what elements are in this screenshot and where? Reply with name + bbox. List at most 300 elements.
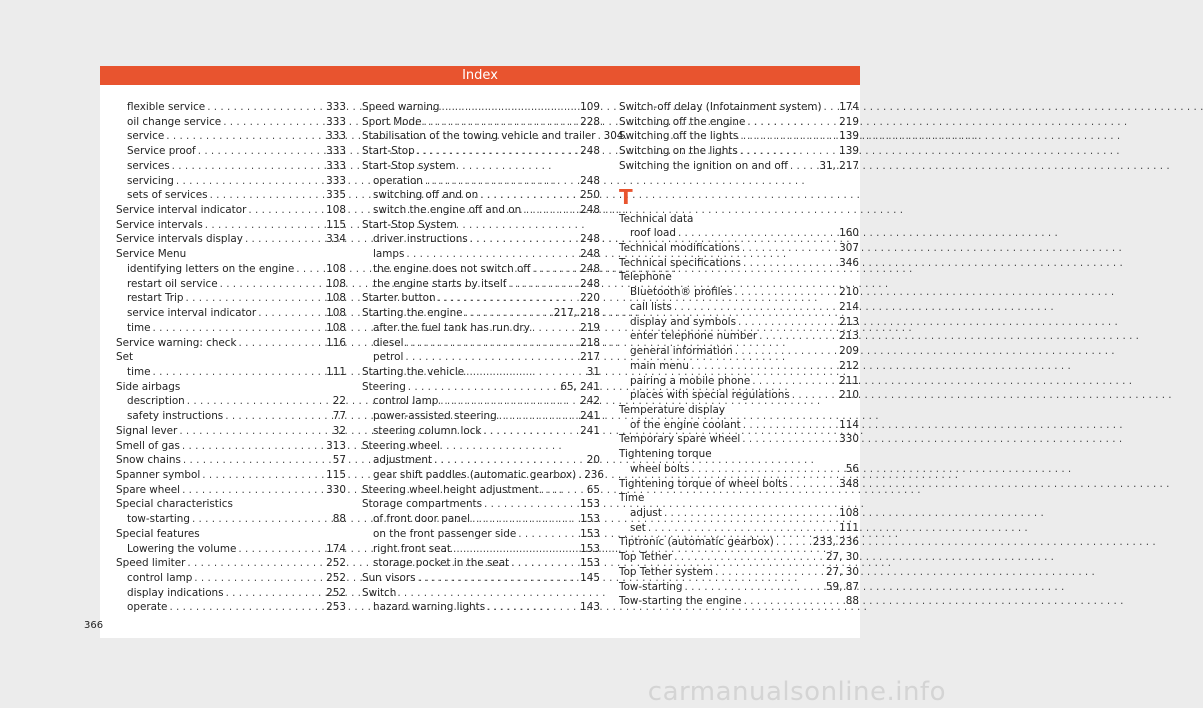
index-heading-entry — [619, 270, 859, 285]
index-entry — [619, 315, 859, 330]
index-entry — [362, 144, 600, 159]
entry-label: Technical modifications — [619, 242, 740, 255]
entry-label: services — [127, 159, 170, 172]
entry-label: wheel bolts — [630, 462, 690, 475]
entry-label: Service proof — [127, 145, 196, 158]
index-entry — [362, 409, 600, 424]
entry-label: Switching on the lights — [619, 145, 738, 158]
leader-dots — [170, 159, 327, 174]
leader-dots — [416, 571, 581, 586]
entry-page-ref[interactable]: 242 — [580, 395, 600, 408]
entry-page-ref[interactable]: 111 — [839, 521, 859, 534]
entry-label: Starting the vehicle — [362, 365, 465, 378]
entry-label: Steering wheel height adjustment — [362, 483, 539, 496]
entry-label: Temperature display — [619, 403, 726, 416]
index-entry — [362, 336, 600, 351]
entry-label: of front door panel — [373, 513, 471, 526]
entry-page-ref[interactable]: 65 — [586, 483, 600, 496]
leader-dots — [733, 344, 839, 359]
entry-page-ref[interactable]: 333 — [326, 145, 346, 158]
leader-dots — [404, 247, 580, 262]
index-entry — [116, 600, 346, 615]
entry-label: time — [127, 365, 151, 378]
entry-page-ref[interactable]: 174 — [839, 101, 859, 113]
entry-page-ref[interactable]: 108 — [326, 277, 346, 290]
index-entry — [619, 506, 859, 521]
leader-dots — [750, 374, 839, 389]
index-heading-entry — [619, 212, 859, 227]
index-entry — [362, 115, 600, 130]
entry-page-ref[interactable]: 334 — [326, 233, 346, 246]
entry-label: Tow-starting — [619, 580, 683, 593]
entry-page-ref[interactable]: 59, 87 — [825, 580, 859, 593]
entry-label: display and symbols — [630, 315, 736, 328]
entry-label: Stabilisation of the towing vehicle and trailer — [362, 130, 596, 143]
leader-dots — [439, 100, 580, 115]
leader-dots — [788, 159, 819, 174]
entry-page-ref[interactable]: 57 — [332, 454, 346, 467]
entry-page-ref[interactable]: 333 — [326, 101, 346, 113]
entry-label: Technical specifications — [619, 256, 741, 269]
leader-dots — [740, 241, 839, 256]
index-entry — [619, 159, 859, 174]
leader-dots — [208, 188, 327, 203]
leader-dots — [530, 321, 580, 336]
index-entry — [116, 188, 346, 203]
index-entry — [116, 174, 346, 189]
entry-page-ref[interactable]: 210 — [839, 389, 859, 402]
index-entry — [116, 291, 346, 306]
index-entry — [116, 394, 346, 409]
entry-page-ref[interactable]: 335 — [326, 189, 346, 202]
entry-label: steering column lock — [373, 424, 482, 437]
entry-page-ref[interactable]: 174 — [326, 542, 346, 555]
index-entry — [362, 174, 600, 189]
leader-dots — [205, 100, 326, 115]
entry-label: roof load — [630, 227, 676, 240]
entry-page-ref[interactable]: 252 — [326, 572, 346, 584]
entry-page-ref[interactable]: 248 — [580, 277, 600, 290]
entry-page-ref[interactable]: 111 — [326, 365, 346, 378]
entry-page-ref[interactable]: 219 — [839, 115, 859, 128]
entry-label: safety instructions — [127, 410, 224, 423]
entry-page-ref[interactable]: 307 — [839, 242, 859, 255]
leader-dots — [576, 468, 584, 483]
leader-dots — [184, 291, 327, 306]
entry-page-ref[interactable]: 313 — [326, 439, 346, 452]
index-entry — [116, 409, 346, 424]
entry-page-ref[interactable]: 116 — [326, 336, 346, 349]
entry-page-ref[interactable]: 139 — [839, 145, 859, 158]
index-entry — [362, 129, 624, 144]
entry-label: Service interval indicator — [116, 204, 247, 217]
entry-label: Spanner symbol — [116, 468, 201, 481]
entry-page-ref[interactable]: 153 — [580, 557, 600, 570]
entry-page-ref[interactable]: 346 — [839, 256, 859, 269]
entry-label: storage pocket in the seat — [373, 557, 510, 570]
entry-page-ref[interactable]: 22 — [332, 395, 346, 408]
entry-page-ref[interactable]: 153 — [580, 513, 600, 526]
index-entry — [116, 483, 346, 498]
index-entry — [116, 262, 346, 277]
index-entry — [116, 218, 346, 233]
entry-page-ref[interactable]: 108 — [839, 506, 859, 519]
index-entry — [619, 144, 859, 159]
entry-label: the engine starts by itself — [373, 277, 507, 290]
leader-dots — [738, 129, 839, 144]
index-entry — [362, 453, 600, 468]
index-entry — [362, 571, 600, 586]
entry-page-ref[interactable]: 88 — [845, 595, 859, 608]
index-entry — [362, 365, 600, 380]
index-entry — [116, 321, 346, 336]
entry-label: gear shift paddles (automatic gearbox) — [373, 468, 577, 481]
entry-page-ref[interactable]: 212 — [839, 359, 859, 372]
entry-label: service interval indicator — [127, 307, 257, 320]
index-entry — [116, 365, 346, 380]
leader-dots — [246, 203, 326, 218]
leader-dots — [713, 565, 826, 580]
leader-dots — [218, 277, 327, 292]
entry-page-ref[interactable]: 333 — [326, 159, 346, 172]
entry-label: control lamp — [127, 572, 193, 584]
leader-dots — [237, 336, 327, 351]
entry-label: power-assisted steering — [373, 410, 497, 423]
entry-label: Service intervals display — [116, 233, 243, 246]
entry-page-ref[interactable]: 115 — [326, 468, 346, 481]
index-entry — [362, 100, 600, 115]
entry-page-ref[interactable]: 330 — [326, 483, 346, 496]
leader-dots — [294, 262, 326, 277]
entry-label: places with special regulations — [630, 389, 790, 402]
entry-label: Bluetooth® profiles — [630, 286, 733, 299]
leader-dots — [436, 291, 581, 306]
leader-dots — [509, 556, 580, 571]
leader-dots — [224, 586, 327, 601]
section-letter: T — [619, 184, 633, 209]
leader-dots — [790, 388, 839, 403]
entry-page-ref[interactable]: 252 — [326, 557, 346, 570]
leader-dots — [741, 418, 839, 433]
entry-label: adjust — [630, 506, 662, 519]
entry-page-ref[interactable]: 153 — [580, 498, 600, 511]
index-entry — [362, 188, 600, 203]
entry-page-ref[interactable]: 32 — [332, 424, 346, 437]
index-entry — [619, 521, 859, 536]
leader-dots — [539, 483, 587, 498]
entry-label: Snow chains — [116, 454, 181, 467]
entry-page-ref[interactable]: 31, 217 — [819, 159, 859, 172]
leader-dots — [256, 306, 326, 321]
entry-label: after the fuel tank has run dry — [373, 321, 530, 334]
entry-page-ref[interactable]: 211 — [839, 374, 859, 387]
entry-label: lamps — [373, 248, 405, 261]
entry-page-ref[interactable]: 153 — [580, 542, 600, 555]
index-entry — [116, 159, 346, 174]
entry-page-ref[interactable]: 213 — [839, 330, 859, 343]
entry-page-ref[interactable]: 108 — [326, 321, 346, 334]
entry-page-ref[interactable]: 153 — [580, 527, 600, 540]
entry-label: description — [127, 395, 185, 408]
entry-page-ref[interactable]: 241 — [580, 424, 600, 437]
entry-label: Steering wheel — [362, 439, 440, 452]
entry-page-ref[interactable]: 304 — [603, 130, 624, 143]
leader-dots — [740, 432, 839, 447]
entry-page-ref[interactable]: 145 — [580, 572, 600, 584]
entry-page-ref[interactable]: 220 — [580, 292, 600, 305]
leader-dots — [682, 580, 825, 595]
leader-dots — [174, 174, 326, 189]
entry-page-ref[interactable]: 330 — [839, 433, 859, 446]
entry-label: Steering — [362, 380, 406, 393]
entry-page-ref[interactable]: 248 — [580, 204, 600, 217]
entry-page-ref[interactable]: 333 — [326, 130, 346, 143]
entry-label: operate — [127, 601, 168, 614]
index-entry — [116, 512, 346, 527]
entry-page-ref[interactable]: 219 — [580, 321, 600, 334]
entry-label: tow-starting — [127, 513, 190, 526]
index-entry — [619, 129, 859, 144]
index-entry — [116, 571, 346, 586]
index-heading-entry — [619, 447, 859, 462]
entry-page-ref[interactable]: 88 — [332, 513, 346, 526]
entry-page-ref[interactable]: 333 — [326, 174, 346, 187]
index-entry — [362, 394, 600, 409]
index-entry — [362, 380, 600, 395]
leader-dots — [485, 600, 580, 615]
leader-dots — [243, 232, 326, 247]
leader-dots — [192, 571, 326, 586]
leader-dots — [689, 359, 839, 374]
entry-label: Side airbags — [116, 380, 181, 393]
page-number: 366 — [84, 620, 104, 631]
leader-dots — [464, 365, 587, 380]
entry-page-ref[interactable]: 160 — [839, 227, 859, 240]
entry-label: flexible service — [127, 101, 206, 113]
leader-dots — [185, 556, 326, 571]
leader-dots — [745, 115, 839, 130]
leader-dots — [451, 542, 580, 557]
leader-dots — [788, 477, 840, 492]
entry-label: adjustment — [373, 454, 433, 467]
leader-dots — [481, 424, 580, 439]
entry-page-ref[interactable]: 233, 236 — [812, 536, 859, 549]
entry-label: switch the engine off and on — [373, 204, 522, 217]
index-heading-entry — [116, 380, 346, 395]
leader-dots — [662, 506, 839, 521]
index-entry — [619, 285, 859, 300]
entry-page-ref[interactable]: 248 — [580, 174, 600, 187]
leader-dots — [150, 321, 326, 336]
leader-dots — [822, 100, 840, 115]
entry-page-ref[interactable]: 248 — [580, 233, 600, 246]
leader-dots — [506, 277, 580, 292]
index-entry — [116, 439, 346, 454]
entry-page-ref[interactable]: 248 — [580, 262, 600, 275]
leader-dots — [438, 394, 580, 409]
leader-dots — [404, 336, 581, 351]
index-heading-entry — [362, 218, 600, 233]
entry-label: Start-Stop system — [362, 159, 456, 172]
entry-label: call lists — [630, 300, 672, 313]
leader-dots — [403, 350, 580, 365]
index-entry — [362, 468, 605, 483]
entry-page-ref[interactable]: 114 — [839, 418, 859, 431]
index-entry — [362, 277, 600, 292]
entry-label: operation — [373, 174, 423, 187]
entry-label: sets of services — [127, 189, 208, 202]
entry-page-ref[interactable]: 228 — [580, 115, 600, 128]
index-column-3 — [619, 100, 859, 609]
entry-page-ref[interactable]: 241 — [580, 410, 600, 423]
leader-dots — [150, 365, 326, 380]
entry-page-ref[interactable]: 31 — [586, 365, 600, 378]
index-entry — [362, 424, 600, 439]
entry-label: display indications — [127, 586, 224, 599]
entry-label: Switching off the lights — [619, 130, 739, 143]
leader-dots — [482, 497, 580, 512]
index-entry — [362, 306, 600, 321]
entry-label: oil change service — [127, 115, 222, 128]
entry-label: Set — [116, 351, 134, 364]
index-entry — [116, 232, 346, 247]
entry-page-ref[interactable]: 27, 30 — [825, 551, 859, 564]
entry-page-ref[interactable]: 20 — [586, 454, 600, 467]
index-entry — [362, 556, 600, 571]
entry-label: Signal lever — [116, 424, 178, 437]
entry-label: Technical data — [619, 212, 694, 225]
leader-dots — [164, 129, 326, 144]
index-entry — [619, 359, 859, 374]
index-entry — [619, 565, 859, 580]
index-entry — [619, 241, 859, 256]
index-entry — [362, 512, 600, 527]
entry-label: hazard warning lights — [373, 601, 486, 614]
entry-label: Switch-off delay (Infotainment system) — [619, 101, 822, 113]
leader-dots — [741, 256, 839, 271]
entry-label: driver instructions — [373, 233, 468, 246]
index-entry — [619, 115, 859, 130]
entry-page-ref[interactable]: 108 — [326, 292, 346, 305]
index-entry — [116, 424, 346, 439]
index-entry — [619, 477, 859, 492]
entry-label: Time — [619, 492, 645, 505]
index-entry — [619, 594, 859, 609]
entry-page-ref[interactable]: 210 — [839, 286, 859, 299]
entry-label: enter telephone number — [630, 330, 758, 343]
entry-label: Starting the engine — [362, 307, 463, 320]
index-heading-entry — [116, 247, 346, 262]
leader-dots — [732, 285, 839, 300]
entry-page-ref[interactable]: 56 — [845, 462, 859, 475]
entry-page-ref[interactable]: 253 — [326, 601, 346, 614]
index-entry — [116, 203, 346, 218]
entry-page-ref[interactable]: 252 — [326, 586, 346, 599]
index-entry — [362, 600, 600, 615]
entry-page-ref[interactable]: 115 — [326, 218, 346, 231]
entry-label: Special characteristics — [116, 498, 233, 511]
index-heading-entry — [362, 586, 600, 601]
leader-dots — [757, 329, 839, 344]
leader-dots — [203, 218, 326, 233]
entry-page-ref[interactable]: 143 — [580, 601, 600, 614]
entry-page-ref[interactable]: 108 — [326, 204, 346, 217]
index-entry — [116, 468, 346, 483]
entry-page-ref[interactable]: 348 — [839, 477, 859, 490]
index-heading-entry — [116, 527, 346, 542]
entry-page-ref[interactable]: 108 — [326, 307, 346, 320]
leader-dots — [422, 115, 581, 130]
entry-page-ref[interactable]: 139 — [839, 130, 859, 143]
leader-dots — [672, 300, 839, 315]
index-entry — [362, 321, 600, 336]
entry-label: Telephone — [619, 271, 672, 284]
entry-page-ref[interactable]: 250 — [580, 189, 600, 202]
index-entry — [619, 300, 859, 315]
entry-page-ref[interactable]: 214 — [839, 300, 859, 313]
index-entry — [116, 306, 346, 321]
entry-page-ref[interactable]: 209 — [839, 345, 859, 358]
leader-dots — [223, 409, 333, 424]
entry-label: general information — [630, 345, 733, 358]
entry-label: Tightening torque of wheel bolts — [619, 477, 788, 490]
leader-dots — [516, 527, 580, 542]
entry-page-ref[interactable]: 77 — [332, 410, 346, 423]
index-entry — [362, 291, 600, 306]
entry-label: Switching the ignition on and off — [619, 159, 788, 172]
index-title: Index — [462, 68, 498, 83]
leader-dots — [180, 439, 326, 454]
leader-dots — [236, 542, 326, 557]
entry-page-ref[interactable]: 236 — [584, 468, 605, 481]
index-entry — [116, 144, 346, 159]
leader-dots — [406, 380, 561, 395]
index-entry — [116, 100, 346, 115]
entry-page-ref[interactable]: 333 — [326, 115, 346, 128]
entry-page-ref[interactable]: 248 — [580, 248, 600, 261]
index-entry — [619, 256, 859, 271]
index-entry — [362, 527, 600, 542]
entry-page-ref[interactable]: 27, 30 — [825, 565, 859, 578]
entry-page-ref[interactable]: 108 — [326, 262, 346, 275]
entry-label: diesel — [373, 336, 404, 349]
entry-label: Start-Stop — [362, 145, 415, 158]
index-entry — [362, 497, 600, 512]
entry-label: Top Tether — [619, 551, 673, 564]
index-entry — [116, 115, 346, 130]
index-entry — [116, 336, 346, 351]
leader-dots — [742, 594, 846, 609]
entry-page-ref[interactable]: 213 — [839, 315, 859, 328]
entry-label: Lowering the volume — [127, 542, 237, 555]
entry-label: right front seat — [373, 542, 451, 555]
entry-label: Start-Stop System — [362, 218, 457, 231]
index-entry — [116, 453, 346, 468]
leader-dots — [596, 129, 604, 144]
index-entry — [362, 483, 600, 498]
entry-label: the engine does not switch off — [373, 262, 531, 275]
entry-page-ref[interactable]: 217 — [580, 351, 600, 364]
leader-dots — [646, 521, 839, 536]
leader-dots — [676, 226, 839, 241]
entry-page-ref[interactable]: 109 — [580, 101, 600, 113]
entry-page-ref[interactable]: 218 — [580, 336, 600, 349]
entry-page-ref[interactable]: 217, 218 — [553, 307, 600, 320]
entry-label: servicing — [127, 174, 174, 187]
entry-page-ref[interactable]: 248 — [580, 145, 600, 158]
entry-page-ref[interactable]: 65, 241 — [560, 380, 600, 393]
index-entry — [116, 129, 346, 144]
